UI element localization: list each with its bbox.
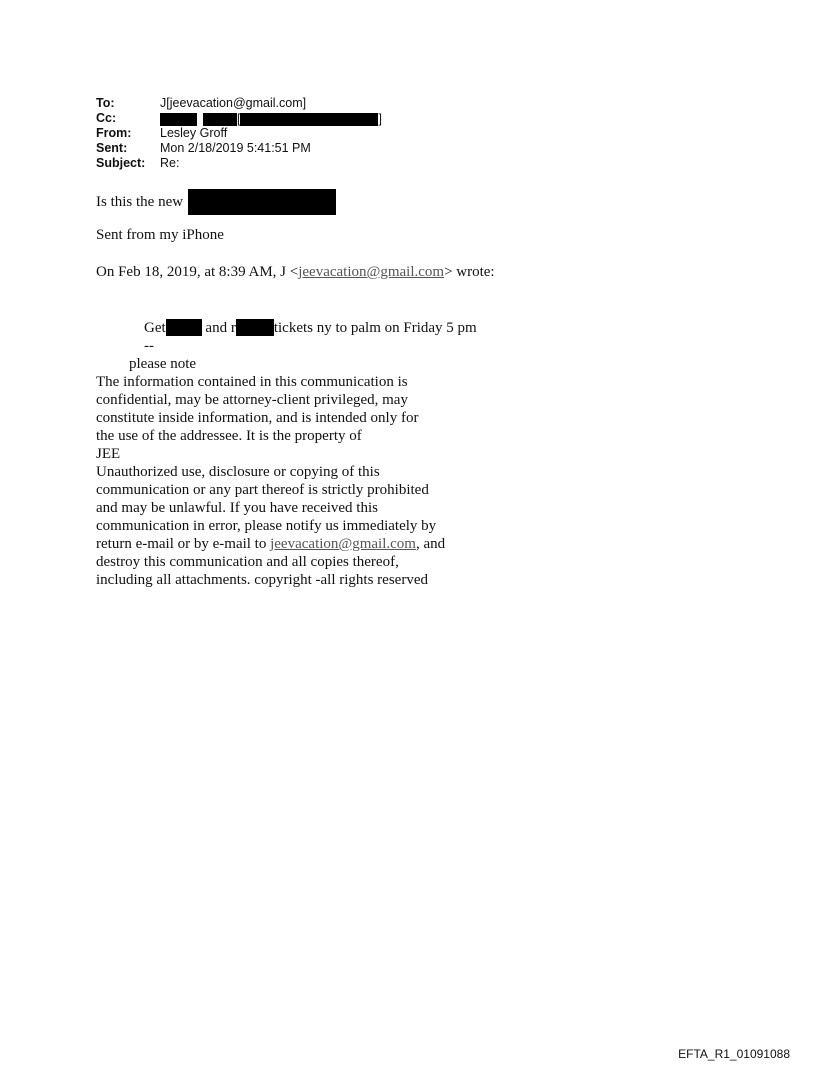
disclaimer-line: The information contained in this communication is (96, 374, 408, 390)
to-label: To: (96, 96, 115, 110)
quoted-separator: -- (144, 338, 154, 354)
sent-label: Sent: (96, 141, 128, 155)
disclaimer-line: the use of the addressee. It is the property of (96, 428, 362, 444)
body-line-new-text: Is this the new (96, 194, 184, 210)
redaction-block (188, 189, 336, 215)
disclaimer-line: confidential, may be attorney-client privileged, may (96, 392, 408, 408)
from-value: Lesley Groff (160, 126, 228, 140)
quote-intro-prefix: On Feb 18, 2019, at 8:39 AM, J < (96, 264, 299, 280)
subject-value: Re: (160, 156, 180, 170)
redaction-block (160, 113, 197, 126)
quote-intro (96, 263, 495, 281)
disclaimer-return-suffix: , and (415, 536, 446, 552)
disclaimer-line: communication in error, please notify us immediately by (96, 518, 437, 534)
quoted-get: Get (144, 320, 166, 336)
disclaimer-line: including all attachments. copyright -all rights reserved (96, 572, 428, 588)
body-line-new (96, 189, 336, 215)
cc-bracket-open: [ (237, 112, 241, 126)
signature: Sent from my iPhone (96, 227, 224, 243)
quote-intro-suffix: > wrote: (444, 264, 495, 280)
please-note: please note (129, 356, 197, 372)
disclaimer-email-link[interactable]: jeevacation@gmail.com (270, 536, 416, 552)
quoted-and: and r (205, 320, 236, 336)
document-id: EFTA_R1_01091088 (678, 1047, 790, 1061)
disclaimer-line: Unauthorized use, disclosure or copying of this (96, 464, 380, 480)
disclaimer-line: JEE (96, 446, 121, 462)
quoted-rest: tickets ny to palm on Friday 5 pm (273, 320, 477, 336)
disclaimer-line: constitute inside information, and is intended only for (96, 410, 419, 426)
redaction-block (240, 113, 378, 126)
disclaimer-line (96, 535, 445, 553)
cc-value (160, 112, 382, 127)
quote-intro-email-link[interactable]: jeevacation@gmail.com (298, 264, 445, 280)
redaction-block (236, 319, 274, 336)
disclaimer-line: destroy this communication and all copies thereof, (96, 554, 399, 570)
sent-value: Mon 2/18/2019 5:41:51 PM (160, 141, 311, 155)
cc-bracket-close: ] (378, 112, 382, 126)
cc-label: Cc: (96, 111, 117, 125)
disclaimer-line: communication or any part thereof is strictly prohibited (96, 482, 429, 498)
disclaimer-return-prefix: return e-mail or by e-mail to (96, 536, 271, 552)
quoted-message-line (144, 319, 477, 337)
redaction-block (203, 113, 237, 126)
subject-label: Subject: (96, 156, 146, 170)
disclaimer-line: and may be unlawful. If you have received this (96, 500, 378, 516)
from-label: From: (96, 126, 132, 140)
redaction-block (166, 319, 202, 336)
to-value: J[jeevacation@gmail.com] (160, 96, 307, 110)
